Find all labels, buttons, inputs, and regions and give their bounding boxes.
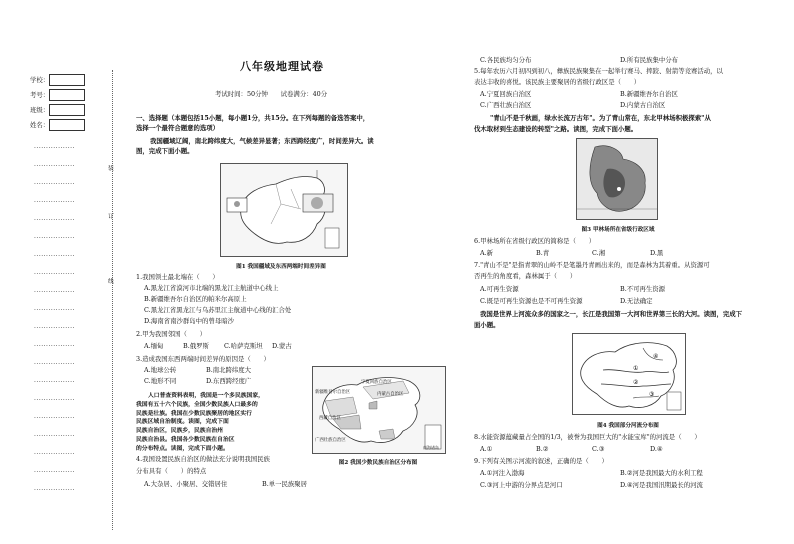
class-input[interactable] [49,104,85,116]
question-1-stem: 1.我国领土最北端在（ ） [136,273,219,281]
question-5-option-d[interactable]: D.内蒙古自治区 [620,101,666,109]
question-2-option-c[interactable]: C.哈萨克斯坦 [224,342,263,350]
question-2-option-d[interactable]: D.蒙古 [272,342,292,350]
question-2-option-b[interactable]: B.俄罗斯 [183,342,209,350]
name-label: 姓名： [30,121,50,129]
question-3-stem: 3.造成我国东西两端时间差异的原因是（ ） [136,355,270,363]
fig2-label-ningxia: 宁夏回族自治区 [361,380,392,385]
question-8-stem: 8.水能资源蕴藏量占全国的1/3，被誉为我国巨大的"水能宝库"的河流是（ ） [474,433,701,441]
question-3-option-b[interactable]: B.南北跨纬度大 [206,366,252,374]
fig2-label-south-china-sea: 南海诸岛 [423,445,439,450]
section-heading-line2: 选择一个最符合题意的选项） [136,124,220,132]
class-label: 班级： [30,106,50,114]
binding-dotted-lines: ················· ················· ················· ················· ················· ················· ················· ················· ················· ················· ················· ················· ················· ················· ················· ················· ················· ················· ················· ················· [34,145,75,494]
question-3-option-d[interactable]: D.东西跨经度广 [206,377,252,385]
question-5-stem-line2: 表达丰收的喜悦。该民族主要聚居的省级行政区是（ ） [474,78,641,86]
figure-2-caption: 图2 我国少数民族自治区分布图 [338,460,418,466]
question-1-option-c[interactable]: C.黑龙江省黑龙江与乌苏里江主航道中心线的汇合处 [144,306,292,314]
question-6-option-c[interactable]: C.湘 [592,249,606,257]
question-9-option-d[interactable]: D.④河是我国汛期最长的河流 [620,481,703,489]
heilongjiang-map [577,139,657,219]
question-7-option-d[interactable]: D.无法确定 [620,297,653,305]
fig2-label-tibet: 西藏自治区 [319,416,341,421]
question-7-stem: 7."青山不是"是指青翠的山岭不是笔墨丹青画出来的，而是森林为其着重。从资源可 [474,261,710,269]
question-8-option-a[interactable]: A.① [480,445,493,453]
population-intro-line-7: 的分布特点。读图，完成下面小题。 [136,445,229,452]
intro-climate-line2: 图，完成下面小题。 [136,147,194,155]
question-3-option-c[interactable]: C.地形不同 [144,377,177,385]
question-1-option-b[interactable]: B.新疆维吾尔自治区的帕米尔高原上 [144,295,247,303]
question-5-stem: 5.每年农历六月初四到初八，彝族民族聚集在一起举行赛马、摔跤、射箭等竞赛活动，以 [474,67,723,75]
figure-3-caption: 图3 甲林场所在省级行政区域 [581,227,655,233]
question-4-option-d[interactable]: D.所有民族集中分布 [620,56,679,64]
population-intro-line-4: 民族区域自治制度。读图，完成下面 [136,419,229,426]
question-8-option-c[interactable]: C.③ [592,445,605,453]
question-8-option-d[interactable]: D.④ [650,445,663,453]
forest-quote-line2: 伐木取材到生态建设的转型"之路。读图，完成下面小题。 [474,125,638,133]
question-2-stem: 2.甲为我国邻国（ ） [136,330,207,338]
rivers-intro: 我国是世界上河流众多的国家之一，长江是我国第一大河和世界第三长的大河。读图，完成下 [480,310,743,318]
question-9-option-b[interactable]: B.②河是我国最大的水利工程 [620,469,703,477]
forest-quote: "青山不是千秋画，绿水长流万古年"。为了青山常在，东北甲林场积极探索"从 [490,114,711,122]
name-input[interactable] [49,119,85,131]
svg-text:①: ① [633,365,639,372]
question-5-option-a[interactable]: A.宁夏回族自治区 [480,90,532,98]
figure-1-map [220,163,348,257]
population-intro-line-2: 我国有五十六个民族，全国少数民族人口最多的 [136,401,258,408]
question-7-stem-line2: 否再生的角度看，森林属于（ ） [474,272,577,280]
question-7-option-c[interactable]: C.既是可再生资源也是不可再生资源 [480,297,583,305]
question-9-option-a[interactable]: A.①河注入渤海 [480,469,525,477]
population-intro-line-3: 民族是壮族。我国在少数民族聚居的地区实行 [136,410,252,417]
binding-vertical-line [112,70,113,530]
question-4-option-c[interactable]: C.各民族均匀分布 [480,56,532,64]
question-3-option-a[interactable]: A.地球公转 [144,366,177,374]
question-9-stem: 9.下列有关图示河流的叙述，正确的是（ ） [474,457,608,465]
svg-text:④: ④ [653,353,659,360]
question-4-option-b[interactable]: B.单一民族聚居 [262,480,308,488]
svg-text:②: ② [633,379,639,386]
fig2-label-inner-mongolia: 内蒙古自治区 [377,392,404,397]
question-7-option-b[interactable]: B.不可再生资源 [620,285,666,293]
binding-mark-zhuang: 装 [108,166,114,172]
question-2-option-a[interactable]: A.缅甸 [144,342,164,350]
question-4-stem: 4.我国设置民族自治区的做法充分说明我国民族 [136,455,270,463]
china-territory-map [221,164,347,256]
student-info-panel [30,74,102,131]
question-1-option-d[interactable]: D.海南省南沙群岛中的曾母暗沙 [144,317,235,325]
population-intro-line-1: 人口普查资料表明，我国是一个多民族国家， [148,393,264,399]
binding-mark-xian: 线 [108,279,114,285]
binding-mark-ding: 订 [108,214,114,220]
question-6-option-a[interactable]: A.新 [480,249,494,257]
school-input[interactable] [49,74,85,86]
name-field-row [30,119,102,131]
figure-4-caption: 图4 我国部分河流分布图 [597,423,659,429]
rivers-intro-line2: 面小题。 [474,321,500,329]
fig2-label-guangxi: 广西壮族自治区 [315,438,346,443]
svg-text:③: ③ [649,391,655,398]
population-intro-line-5: 民族自治区，民族乡，民族自治州 [136,428,223,435]
exam-number-label: 考号： [30,91,50,99]
exam-meta: 考试时间：50分钟 试卷满分：40分 [215,90,328,98]
rivers-map [573,334,685,414]
fig2-label-xinjiang: 新疆维吾尔自治区 [315,390,351,395]
question-6-stem: 6.甲林场所在省级行政区的简称是（ ） [474,237,596,245]
exam-number-input[interactable] [49,89,85,101]
school-field-row [30,74,102,86]
figure-4-map [572,333,686,415]
exam-number-field-row [30,89,102,101]
population-intro-line-6: 民族自治县。我国各少数民族在自治区 [136,436,235,443]
question-6-option-d[interactable]: D.黑 [650,249,664,257]
question-9-option-c[interactable]: C.③河上中游的分界点是河口 [480,481,563,489]
figure-3-map [576,138,658,220]
page-title: 八年级地理试卷 [240,60,324,73]
figure-1-caption: 图1 我国疆域及东西两端时间差异图 [236,264,326,270]
intro-climate: 我国疆域辽阔，南北跨纬度大，气候差异显著；东西跨经度广，时间差异大。读 [150,137,374,145]
question-5-option-c[interactable]: C.广西壮族自治区 [480,101,532,109]
question-7-option-a[interactable]: A.可再生资源 [480,285,519,293]
question-4-option-a[interactable]: A.大杂居、小聚居、交错居住 [144,480,228,488]
figure-2-map [312,366,446,454]
question-4-stem-line2: 分布具有（ ）的特点 [136,467,207,475]
school-label: 学校： [30,76,50,84]
section-heading: 一、选择题（本题包括15小题，每小题1分，共15分。在下列每题的备选答案中， [136,114,370,122]
question-5-option-b[interactable]: B.新疆维吾尔自治区 [620,90,678,98]
question-8-option-b[interactable]: B.② [536,445,549,453]
question-1-option-a[interactable]: A.黑龙江省漠河市北端的黑龙江主航道中心线上 [144,284,279,292]
population-intro [136,392,308,454]
question-6-option-b[interactable]: B.青 [536,249,550,257]
class-field-row [30,104,102,116]
